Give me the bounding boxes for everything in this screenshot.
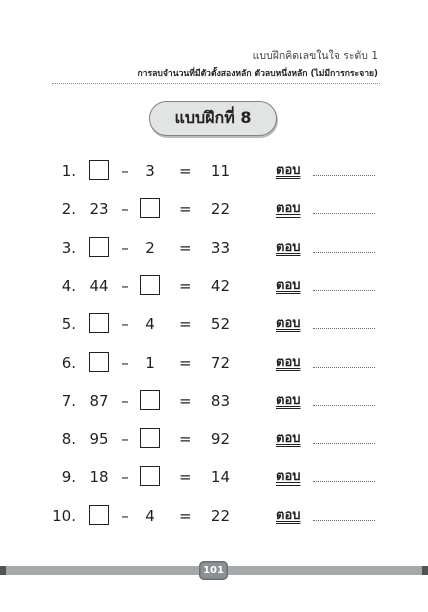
answer-label: ตอบ [276, 392, 301, 408]
problem-row [0, 312, 428, 338]
minus-sign: – [121, 200, 129, 219]
minus-sign: – [121, 353, 129, 372]
answer-line[interactable] [313, 290, 375, 291]
problem-number: 9. [61, 468, 76, 487]
answer-line[interactable] [313, 328, 375, 329]
result: 14 [210, 468, 230, 487]
answer-box[interactable] [140, 466, 160, 486]
answer-label: ตอบ [276, 163, 301, 178]
answer-label: ตอบ [276, 354, 301, 370]
answer-line[interactable] [313, 481, 375, 482]
footer-bar-right-cap [422, 566, 428, 575]
minus-sign: – [121, 276, 129, 295]
minus-sign: – [121, 238, 129, 257]
minus-sign: – [121, 315, 129, 334]
problem-number: 2. [61, 200, 76, 219]
problem-number: 4. [61, 276, 76, 295]
result: 72 [210, 353, 230, 372]
subtrahend: 4 [145, 506, 155, 525]
answer-label: ตอบ [276, 239, 301, 255]
answer-box[interactable] [89, 237, 109, 257]
minus-sign: – [121, 391, 129, 410]
answer-box[interactable] [89, 313, 109, 333]
result: 11 [210, 162, 230, 180]
answer-line[interactable] [313, 405, 375, 406]
answer-line[interactable] [313, 367, 375, 368]
equals-sign: = [179, 391, 192, 410]
exercise-title-pill [149, 101, 277, 136]
equals-sign: = [179, 430, 192, 449]
answer-line[interactable] [313, 213, 375, 214]
problem-row [0, 427, 428, 453]
equals-sign: = [179, 238, 192, 257]
problem-row [0, 274, 428, 300]
equals-sign: = [179, 200, 192, 219]
answer-label: ตอบ [276, 507, 301, 523]
problem-row [0, 236, 428, 262]
answer-box[interactable] [140, 275, 160, 295]
subtrahend: 3 [145, 162, 155, 180]
minuend: 95 [89, 430, 109, 449]
answer-box[interactable] [89, 352, 109, 372]
result: 52 [210, 315, 230, 334]
equals-sign: = [179, 315, 192, 334]
answer-box[interactable] [140, 198, 160, 218]
problem-row [0, 351, 428, 377]
problem-number: 7. [61, 391, 76, 410]
exercise-title: แบบฝึกที่ 8 [174, 108, 252, 127]
minuend: 44 [89, 276, 109, 295]
minus-sign: – [121, 162, 129, 180]
answer-box[interactable] [89, 505, 109, 525]
answer-line[interactable] [313, 252, 375, 253]
minus-sign: – [121, 506, 129, 525]
problem-number: 5. [61, 315, 76, 334]
subtrahend: 1 [145, 353, 155, 372]
answer-line[interactable] [313, 443, 375, 444]
minuend: 87 [89, 391, 109, 410]
minus-sign: – [121, 468, 129, 487]
problem-row [0, 465, 428, 491]
answer-line[interactable] [313, 520, 375, 521]
problem-number: 1. [61, 162, 76, 180]
problem-row [0, 159, 428, 185]
problem-number: 8. [61, 430, 76, 449]
answer-box[interactable] [140, 390, 160, 410]
subtrahend: 2 [145, 238, 155, 257]
footer-bar-left-cap [0, 566, 6, 575]
result: 33 [210, 238, 230, 257]
problem-number: 3. [61, 238, 76, 257]
answer-line[interactable] [313, 175, 375, 176]
answer-label: ตอบ [276, 316, 301, 332]
minuend: 18 [89, 468, 109, 487]
answer-box[interactable] [140, 428, 160, 448]
equals-sign: = [179, 506, 192, 525]
result: 83 [210, 391, 230, 410]
problem-number: 6. [61, 353, 76, 372]
equals-sign: = [179, 468, 192, 487]
problem-number: 10. [52, 506, 76, 525]
answer-label: ตอบ [276, 469, 301, 485]
subtrahend: 4 [145, 315, 155, 334]
result: 22 [210, 200, 230, 219]
equals-sign: = [179, 276, 192, 295]
header-subtitle: การลบจำนวนที่มีตัวตั้งสองหลัก ตัวลบหนึ่งหลัก (ไม่มีการกระจาย) [137, 69, 378, 79]
page-number-badge [199, 561, 228, 580]
header-title: แบบฝึกคิดเลขในใจ ระดับ 1 [252, 50, 378, 62]
minuend: 23 [89, 200, 109, 219]
page-number: 101 [203, 565, 224, 576]
header-divider [52, 83, 380, 84]
problem-row [0, 197, 428, 223]
equals-sign: = [179, 162, 192, 180]
result: 42 [210, 276, 230, 295]
equals-sign: = [179, 353, 192, 372]
result: 92 [210, 430, 230, 449]
answer-label: ตอบ [276, 277, 301, 293]
minus-sign: – [121, 430, 129, 449]
problem-row [0, 504, 428, 530]
answer-label: ตอบ [276, 201, 301, 217]
answer-label: ตอบ [276, 431, 301, 447]
result: 22 [210, 506, 230, 525]
problem-row [0, 389, 428, 415]
answer-box[interactable] [89, 160, 109, 180]
